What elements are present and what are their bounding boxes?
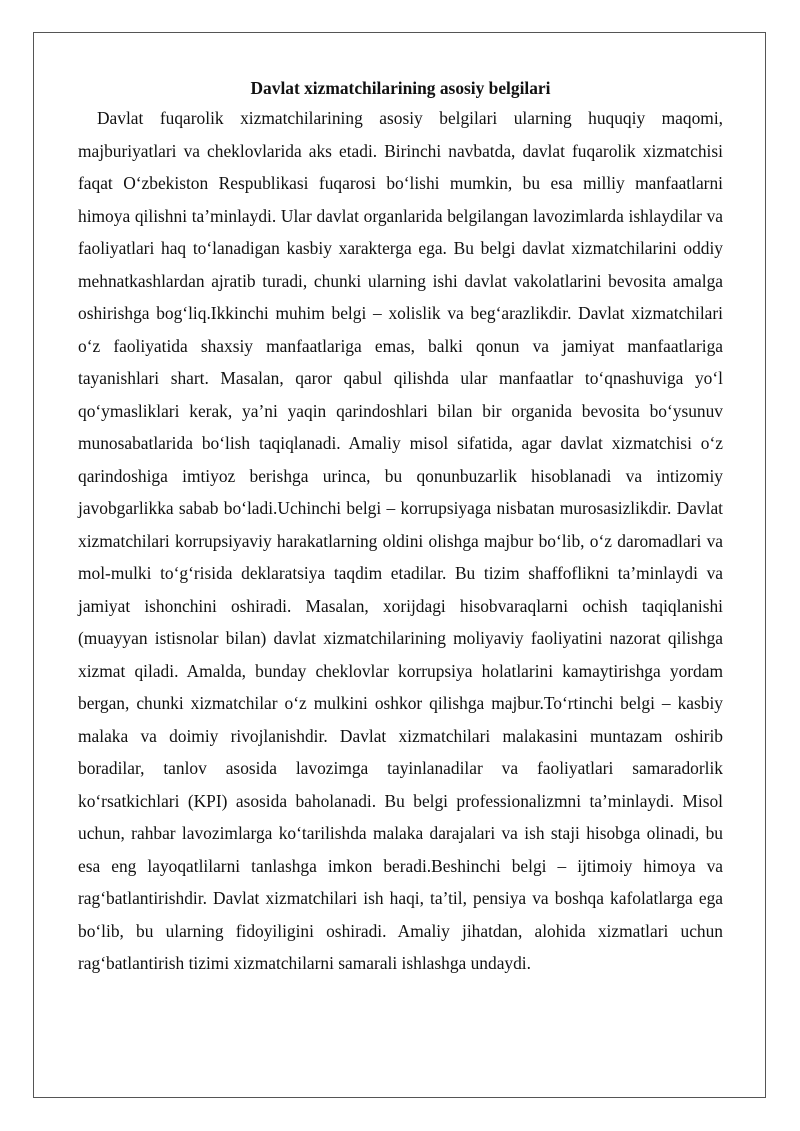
document-content — [78, 75, 723, 980]
document-body-paragraph: Davlat fuqarolik xizmatchilarining asosiy belgilari ularning huquqiy maqomi, majburiyatlari va cheklovlarida aks etadi. Birinchi navbatda, davlat fuqarolik xizmatchisi faqat O‘zbekiston Respublikasi fuqarosi bo‘lishi mumkin, bu esa milliy manfaatlarni himoya qilishni ta’minlaydi. Ular davlat organlarida belgilangan lavozimlarda ishlaydilar va faoliyatlari haq to‘lanadigan kasbiy xarakterga ega. Bu belgi davlat xizmatchilarini oddiy mehnatkashlardan ajratib turadi, chunki ularning ishi davlat vakolatlarini bevosita amalga oshirishga bog‘liq.Ikkinchi muhim belgi – xolislik va beg‘arazlikdir. Davlat xizmatchilari o‘z faoliyatida shaxsiy manfaatlariga emas, balki qonun va jamiyat manfaatlariga tayanishlari shart. Masalan, qaror qabul qilishda ular manfaatlar to‘qnashuviga yo‘l qo‘ymasliklari kerak, ya’ni yaqin qarindoshlari bilan bir organida bevosita bo‘ysunuv munosabatlarida bo‘lish taqiqlanadi. Amaliy misol sifatida, agar davlat xizmatchisi o‘z qarindoshiga imtiyoz berishga urinca, bu qonunbuzarlik hisoblanadi va intizomiy javobgarlikka sabab bo‘ladi.Uchinchi belgi – korrupsiyaga nisbatan murosasizlikdir. Davlat xizmatchilari korrupsiyaviy harakatlarning oldini olishga majbur bo‘lib, o‘z daromadlari va mol-mulki to‘g‘risida deklaratsiya taqdim etadilar. Bu tizim shaffoflikni ta’minlaydi va jamiyat ishonchini oshiradi. Masalan, xorijdagi hisobvaraqlarni ochish taqiqlanishi (muayyan istisnolar bilan) davlat xizmatchilarining moliyaviy faoliyatini nazorat qilishga xizmat qiladi. Amalda, bunday cheklovlar korrupsiya holatlarini kamaytirishga yordam bergan, chunki xizmatchilar o‘z mulkini oshkor qilishga majbur.To‘rtinchi belgi – kasbiy malaka va doimiy rivojlanishdir. Davlat xizmatchilari malakasini muntazam oshirib boradilar, tanlov asosida lavozimga tayinlanadilar va faoliyatlari samaradorlik ko‘rsatkichlari (KPI) asosida baholanadi. Bu belgi professionalizmni ta’minlaydi. Misol uchun, rahbar lavozimlarga ko‘tarilishda malaka darajalari va ish staji hisobga olinadi, bu esa eng layoqatlilarni tanlashga imkon beradi.Beshinchi belgi – ijtimoiy himoya va rag‘batlantirishdir. Davlat xizmatchilari ish haqi, ta’til, pensiya va boshqa kafolatlarga ega bo‘lib, bu ularning fidoyiligini oshiradi. Amaliy jihatdan, alohida xizmatlari uchun rag‘batlantirish tizimi xizmatchilarni samarali ishlashga undaydi. — [78, 108, 723, 973]
document-title: Davlat xizmatchilarining asosiy belgilari — [250, 78, 551, 98]
